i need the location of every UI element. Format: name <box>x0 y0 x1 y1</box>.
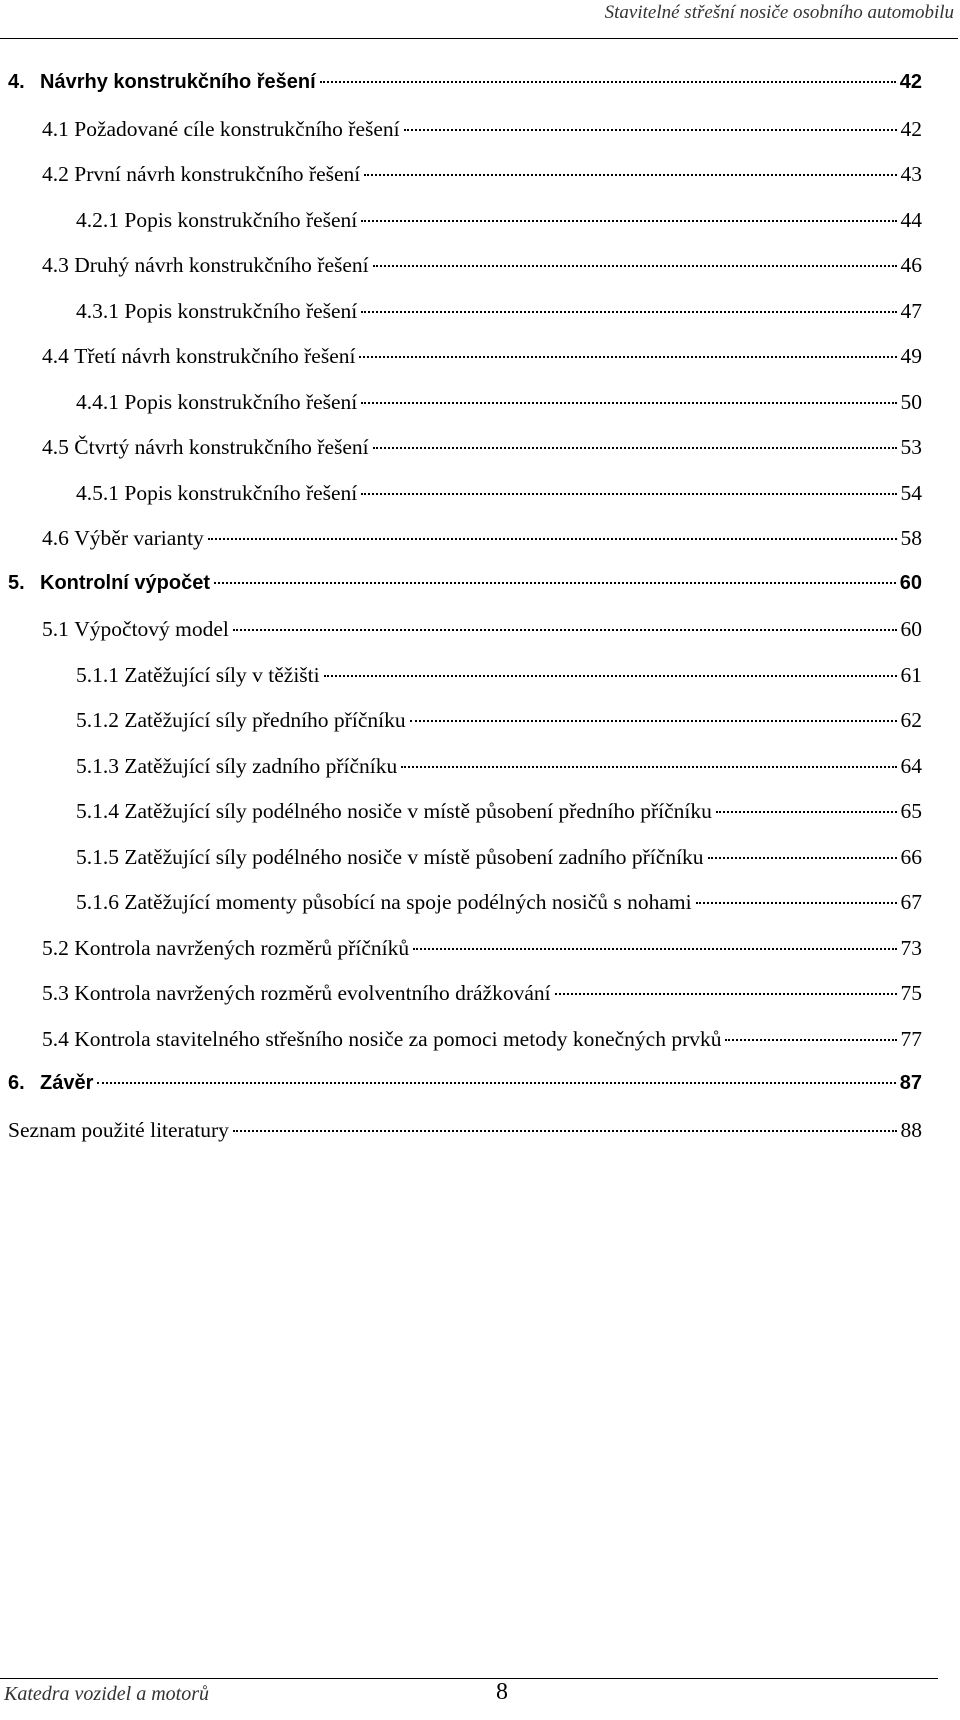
toc-entry-title: První návrh konstrukčního řešení <box>74 162 361 186</box>
toc-entry-title: Třetí návrh konstrukčního řešení <box>74 344 356 368</box>
toc-entry-page: 54 <box>900 480 922 505</box>
toc-leader <box>725 1039 896 1041</box>
toc-leader <box>361 220 896 222</box>
toc-leader <box>708 857 897 859</box>
toc-entry-title: Zatěžující síly podélného nosiče v místě působení zadního příčníku <box>124 844 704 869</box>
toc-entry-page: 44 <box>900 207 922 232</box>
toc-leader <box>233 1130 897 1132</box>
toc-entry-title: Kontrola navržených rozměrů příčníků <box>74 935 410 960</box>
toc-leader <box>373 447 897 449</box>
toc-entry-number: 5.1.6 <box>76 890 119 914</box>
toc-entry-page: 66 <box>900 844 922 869</box>
toc-leader <box>324 675 897 677</box>
toc-entry-page: 62 <box>900 708 922 732</box>
toc-entry-number: 5.3 <box>42 981 69 1005</box>
toc-entry-title: Seznam použité literatury <box>8 1117 229 1142</box>
toc-entry-title: Zatěžující síly zadního příčníku <box>124 753 398 778</box>
toc-entry-page: 67 <box>900 890 922 914</box>
toc-entry-title: Výběr varianty <box>74 526 204 550</box>
toc-entry-page: 60 <box>900 617 922 641</box>
toc-leader <box>696 902 897 904</box>
toc-entry-page: 42 <box>899 71 922 93</box>
toc-entry-title: Popis konstrukčního řešení <box>124 389 358 414</box>
toc-leader <box>97 1082 895 1084</box>
toc-entry-title: Zatěžující síly předního příčníku <box>124 708 406 732</box>
toc-entry-number: 4.2 <box>42 162 69 186</box>
toc-leader <box>214 582 896 584</box>
toc-entry-page: 53 <box>900 435 922 459</box>
toc-leader <box>359 356 896 358</box>
toc-entry-number: 4.4 <box>42 344 69 368</box>
toc-entry-number: 4.5 <box>42 435 69 459</box>
toc-entry[interactable] <box>0 1072 960 1118</box>
toc-entry[interactable] <box>0 208 960 254</box>
toc-entry[interactable] <box>0 708 960 754</box>
toc-entry-page: 65 <box>900 799 922 823</box>
toc-entry-page: 47 <box>900 298 922 323</box>
toc-entry-number: 5.1.3 <box>76 753 119 778</box>
toc-leader <box>410 720 897 722</box>
toc-leader <box>373 265 897 267</box>
toc-entry-title: Čtvrtý návrh konstrukčního řešení <box>74 435 369 459</box>
toc-entry[interactable] <box>0 890 960 936</box>
header-title: Stavitelné střešní nosiče osobního automobilu <box>604 2 954 23</box>
toc-entry[interactable] <box>0 390 960 436</box>
toc-entry-title: Popis konstrukčního řešení <box>124 480 358 505</box>
toc-entry[interactable] <box>0 435 960 481</box>
toc-entry-title: Kontrola stavitelného střešního nosiče za pomoci metody konečných prvků <box>74 1026 722 1051</box>
toc-entry[interactable] <box>0 799 960 845</box>
toc-entry-number: 5.1 <box>42 617 69 641</box>
toc-entry-title: Kontrola navržených rozměrů evolventního drážkování <box>74 981 551 1005</box>
toc-entry-title: Kontrolní výpočet <box>40 571 211 594</box>
toc-leader <box>361 493 896 495</box>
toc-leader <box>361 311 896 313</box>
toc-entry-page: 73 <box>900 935 922 960</box>
toc-entry-page: 42 <box>900 116 922 141</box>
toc-entry-number: 5.4 <box>42 1026 69 1051</box>
toc-entry-number: 4.6 <box>42 526 69 550</box>
toc-entry[interactable] <box>0 1027 960 1073</box>
toc-leader <box>716 811 897 813</box>
toc-leader <box>361 402 896 404</box>
toc-entry-page: 87 <box>899 1072 922 1094</box>
toc-entry-number: 4.4.1 <box>76 389 119 414</box>
toc-entry-number: 5.1.2 <box>76 708 119 732</box>
page-header <box>0 0 958 39</box>
toc-entry[interactable] <box>0 572 960 618</box>
toc-entry-title: Zatěžující síly podélného nosiče v místě působení předního příčníku <box>124 799 712 823</box>
toc-leader <box>404 129 897 131</box>
toc-entry-page: 46 <box>900 253 922 277</box>
toc-entry-title: Druhý návrh konstrukčního řešení <box>74 253 369 277</box>
toc-entry-number: 4. <box>8 71 25 93</box>
toc-entry-page: 88 <box>900 1117 922 1142</box>
toc-entry[interactable] <box>0 981 960 1027</box>
toc-entry-page: 75 <box>900 981 922 1005</box>
toc-entry-title: Výpočtový model <box>74 617 229 641</box>
toc-leader <box>401 766 896 768</box>
toc-entry-page: 77 <box>900 1026 922 1051</box>
toc-entry-page: 43 <box>900 162 922 186</box>
toc-entry[interactable] <box>0 162 960 208</box>
footer-department: Katedra vozidel a motorů <box>4 1683 209 1705</box>
toc-entry-number: 5.1.1 <box>76 662 119 687</box>
page-number: 8 <box>496 1679 508 1705</box>
page-footer <box>0 1678 938 1705</box>
toc-entry-number: 4.1 <box>42 116 69 141</box>
toc-entry[interactable] <box>0 617 960 663</box>
toc-leader <box>208 538 897 540</box>
toc-entry-number: 6. <box>8 1072 25 1094</box>
toc-leader <box>320 81 896 83</box>
toc-entry-number: 5.1.5 <box>76 844 119 869</box>
toc-entry-page: 64 <box>900 753 922 778</box>
toc-entry-page: 60 <box>899 571 922 594</box>
toc-entry-page: 49 <box>900 344 922 368</box>
toc-leader <box>233 629 897 631</box>
toc-leader <box>413 948 896 950</box>
toc-entry-number: 4.3.1 <box>76 298 119 323</box>
toc-entry-title: Popis konstrukčního řešení <box>124 298 358 323</box>
toc-entry-number: 5.1.4 <box>76 799 119 823</box>
toc-entry-number: 4.2.1 <box>76 207 119 232</box>
toc-entry-number: 4.5.1 <box>76 480 119 505</box>
toc-entry-page: 50 <box>900 389 922 414</box>
toc-entry[interactable] <box>0 1118 960 1164</box>
toc-entry-title: Zatěžující momenty působící na spoje podélných nosičů s nohami <box>124 890 692 914</box>
toc-entry[interactable] <box>0 481 960 527</box>
toc-entry-number: 5.2 <box>42 935 69 960</box>
toc-entry[interactable] <box>0 663 960 709</box>
toc-leader <box>555 993 897 995</box>
toc-entry-number: 4.3 <box>42 253 69 277</box>
toc-entry[interactable] <box>0 253 960 299</box>
toc-entry-number: 5. <box>8 571 25 594</box>
toc-entry-page: 58 <box>900 526 922 550</box>
toc-entry-title: Požadované cíle konstrukčního řešení <box>74 116 400 141</box>
toc-entry-title: Návrhy konstrukčního řešení <box>40 71 316 93</box>
toc-entry[interactable] <box>0 71 960 117</box>
toc-entry[interactable] <box>0 754 960 800</box>
toc-entry[interactable] <box>0 344 960 390</box>
toc-entry[interactable] <box>0 845 960 891</box>
toc-entry-title: Zatěžující síly v těžišti <box>124 662 320 687</box>
toc-entry[interactable] <box>0 299 960 345</box>
toc-leader <box>364 174 896 176</box>
toc-entry[interactable] <box>0 526 960 572</box>
table-of-contents <box>0 71 960 1163</box>
toc-entry-page: 61 <box>900 662 922 687</box>
toc-entry-title: Závěr <box>40 1072 94 1094</box>
toc-entry[interactable] <box>0 117 960 163</box>
toc-entry-title: Popis konstrukčního řešení <box>124 207 358 232</box>
toc-entry[interactable] <box>0 936 960 982</box>
